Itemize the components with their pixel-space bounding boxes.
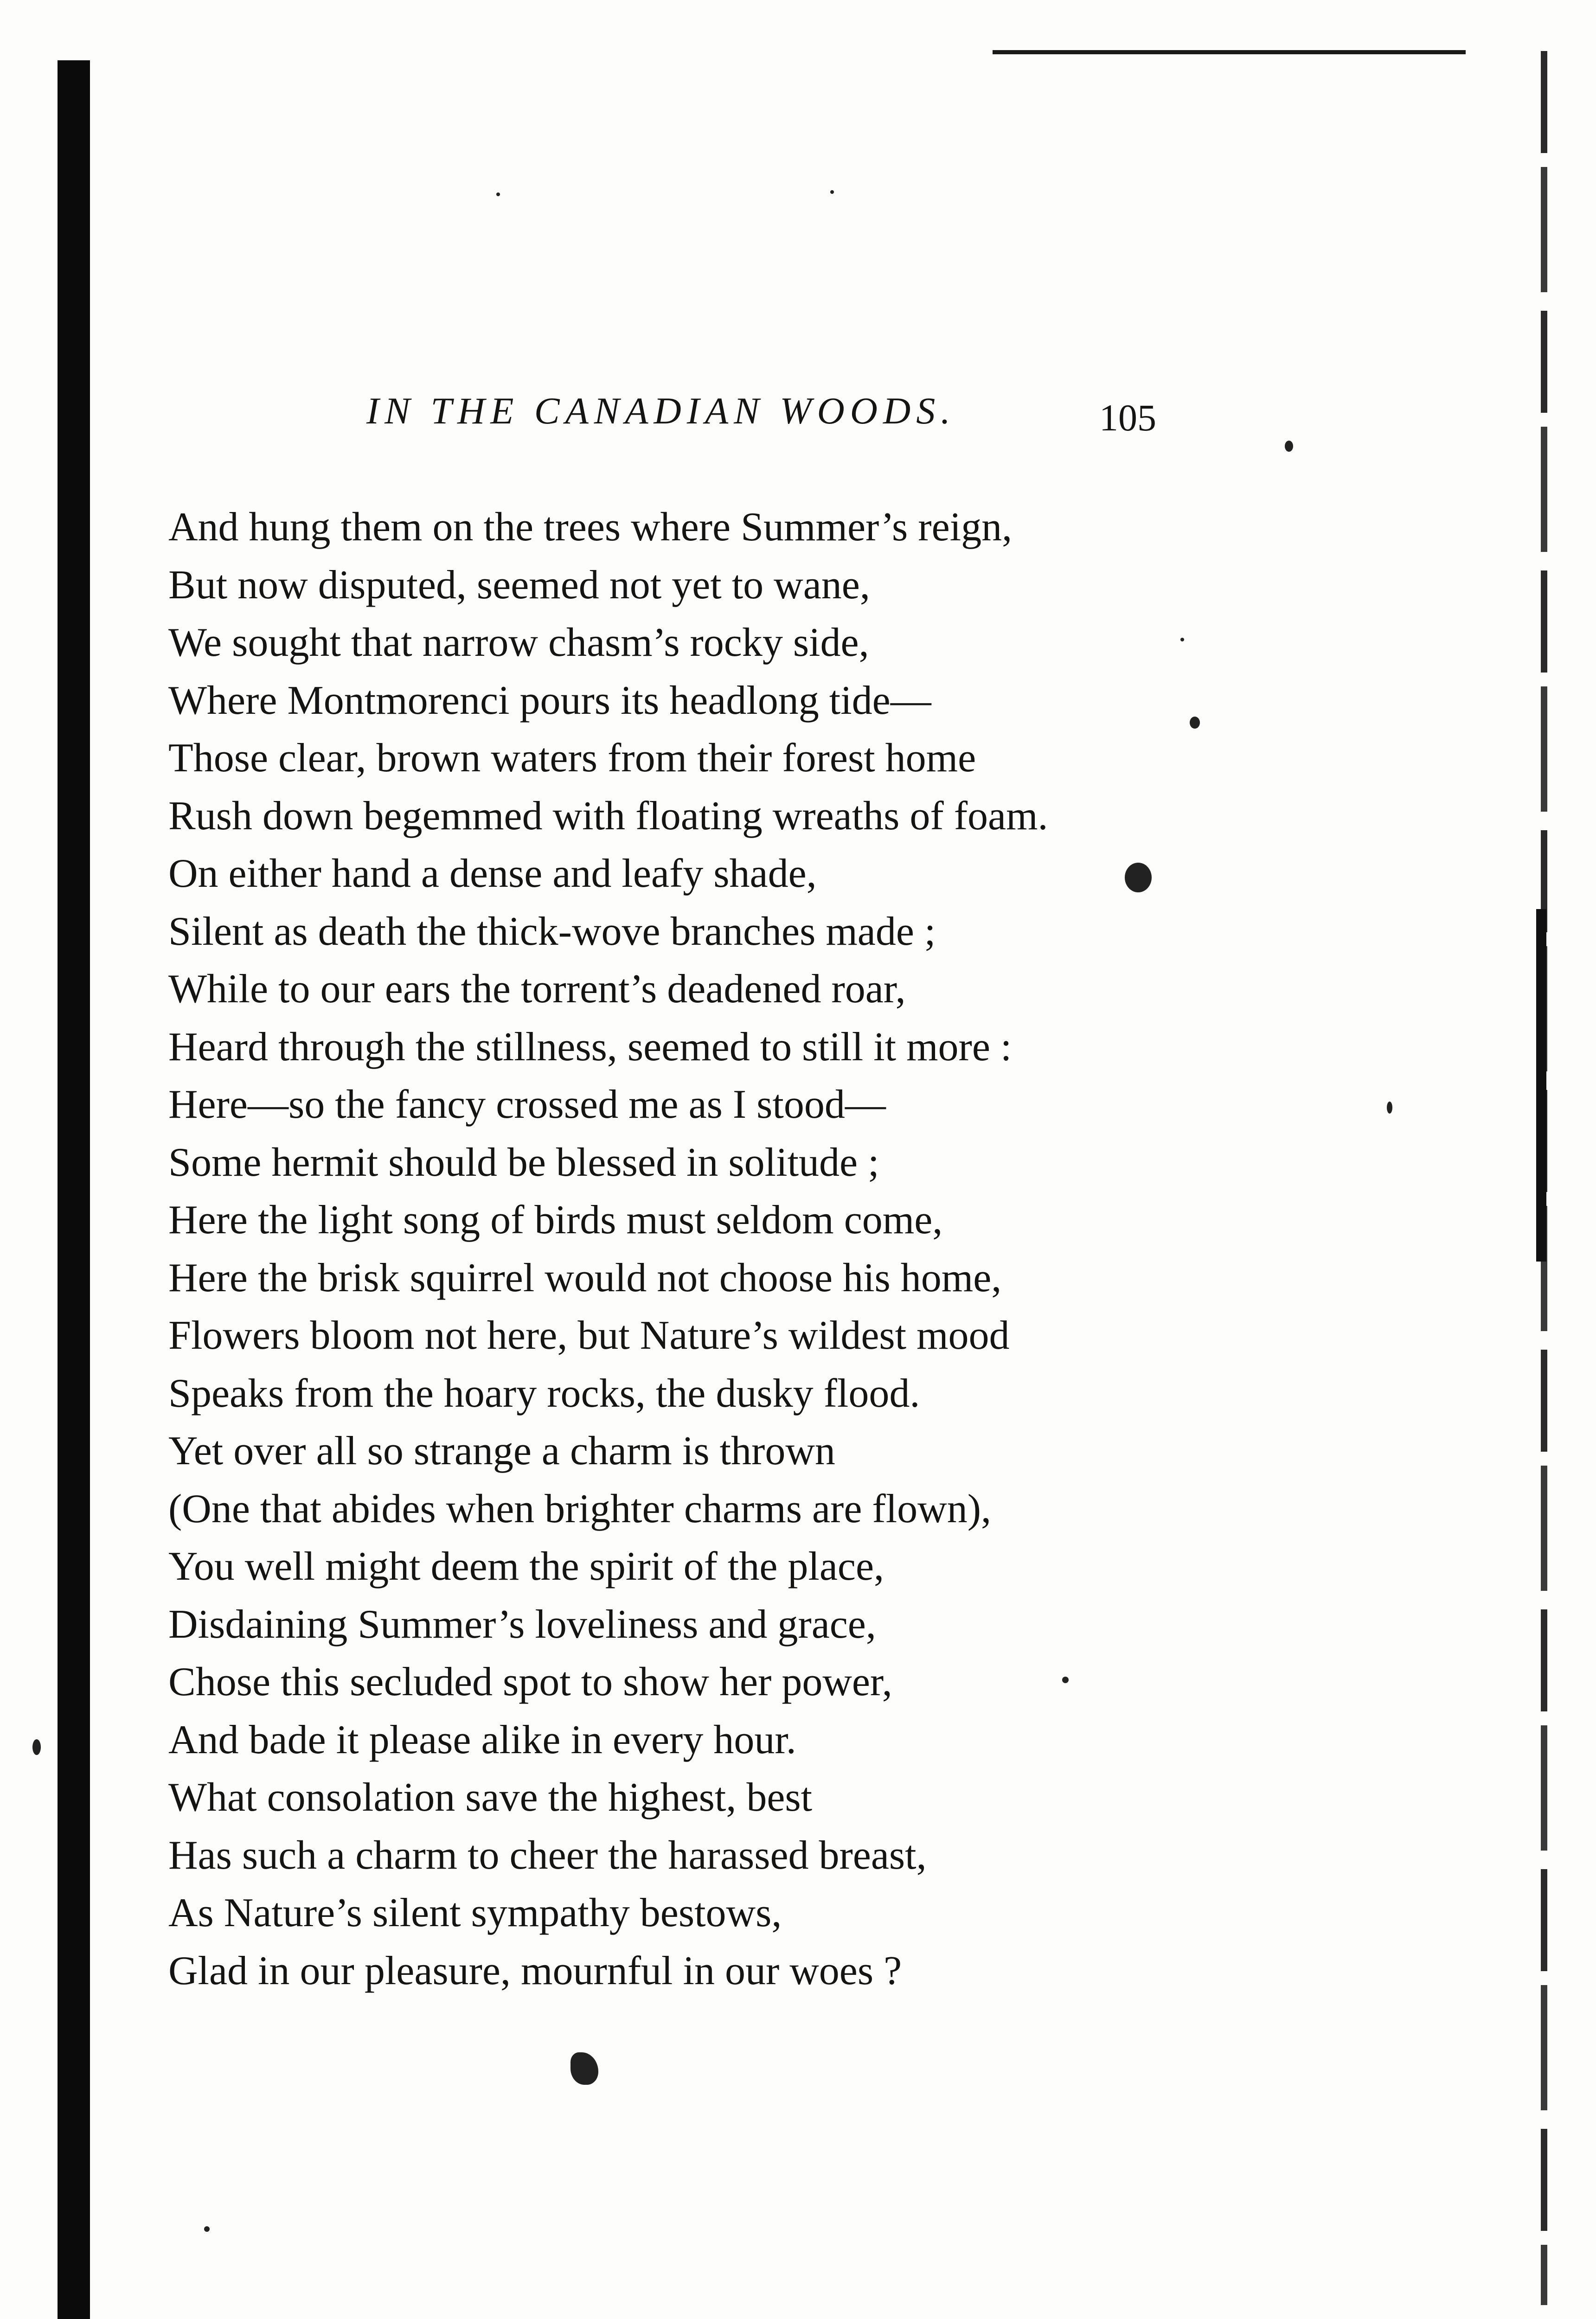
poem-line: Those clear, brown waters from their forest home <box>168 736 976 781</box>
ink-speck <box>1285 441 1293 452</box>
poem-line: We sought that narrow chasm’s rocky side, <box>168 620 869 665</box>
poem-line: Here the light song of birds must seldom come, <box>168 1198 943 1243</box>
poem-line: But now disputed, seemed not yet to wane, <box>168 562 870 608</box>
ink-speck <box>1062 1677 1069 1683</box>
running-head: IN THE CANADIAN WOODS. <box>366 390 956 432</box>
ink-mark <box>570 2052 598 2085</box>
poem-line: On either hand a dense and leafy shade, <box>168 851 817 896</box>
page-number: 105 <box>1099 397 1156 439</box>
poem-line: What consolation save the highest, best <box>168 1775 813 1820</box>
poem-line: Chose this secluded spot to show her power, <box>168 1659 892 1704</box>
poem-line: Yet over all so strange a charm is thrown <box>168 1429 835 1473</box>
poem-line: Rush down begemmed with floating wreaths of foam. <box>168 793 1048 839</box>
top-rule-fragment <box>993 50 1011 54</box>
top-rule <box>1002 50 1466 54</box>
poem-line: Here—so the fancy crossed me as I stood— <box>168 1082 886 1127</box>
poem-line: Here the brisk squirrel would not choose his home, <box>168 1255 1002 1300</box>
poem-line: And hung them on the trees where Summer’s reign, <box>168 505 1013 550</box>
ink-speck <box>830 190 834 194</box>
poem-line: Has such a charm to cheer the harassed breast, <box>168 1832 927 1878</box>
ink-speck <box>1387 1102 1392 1114</box>
poem-line: Glad in our pleasure, mournful in our woes ? <box>168 1948 902 1993</box>
poem-line: Speaks from the hoary rocks, the dusky flood. <box>168 1371 920 1416</box>
ink-speck <box>496 192 500 196</box>
poem-line: Silent as death the thick-wove branches made ; <box>168 909 936 954</box>
poem-line: As Nature’s silent sympathy bestows, <box>168 1890 782 1935</box>
right-page-edge-shadow <box>1536 909 1546 1262</box>
poem-line: And bade it please alike in every hour. <box>168 1717 796 1762</box>
ink-speck <box>1190 717 1200 729</box>
binding-shadow <box>58 60 90 2319</box>
ink-speck <box>204 2226 210 2232</box>
poem-line: Some hermit should be blessed in solitude ; <box>168 1140 879 1185</box>
poem-line: Where Montmorenci pours its headlong tide— <box>168 678 931 723</box>
poem-line: You well might deem the spirit of the place, <box>168 1544 885 1589</box>
ink-speck <box>1180 638 1184 641</box>
poem-line: While to our ears the torrent’s deadened roar, <box>168 967 906 1012</box>
ink-blot <box>1125 863 1152 892</box>
poem-line: Disdaining Summer’s loveliness and grace, <box>168 1602 876 1647</box>
poem-text <box>168 499 1048 2000</box>
poem-line: Heard through the stillness, seemed to still it more : <box>168 1024 1012 1070</box>
poem-line: (One that abides when brighter charms are flown), <box>168 1486 992 1531</box>
poem-line: Flowers bloom not here, but Nature’s wildest mood <box>168 1313 1010 1358</box>
ink-speck <box>32 1739 41 1755</box>
